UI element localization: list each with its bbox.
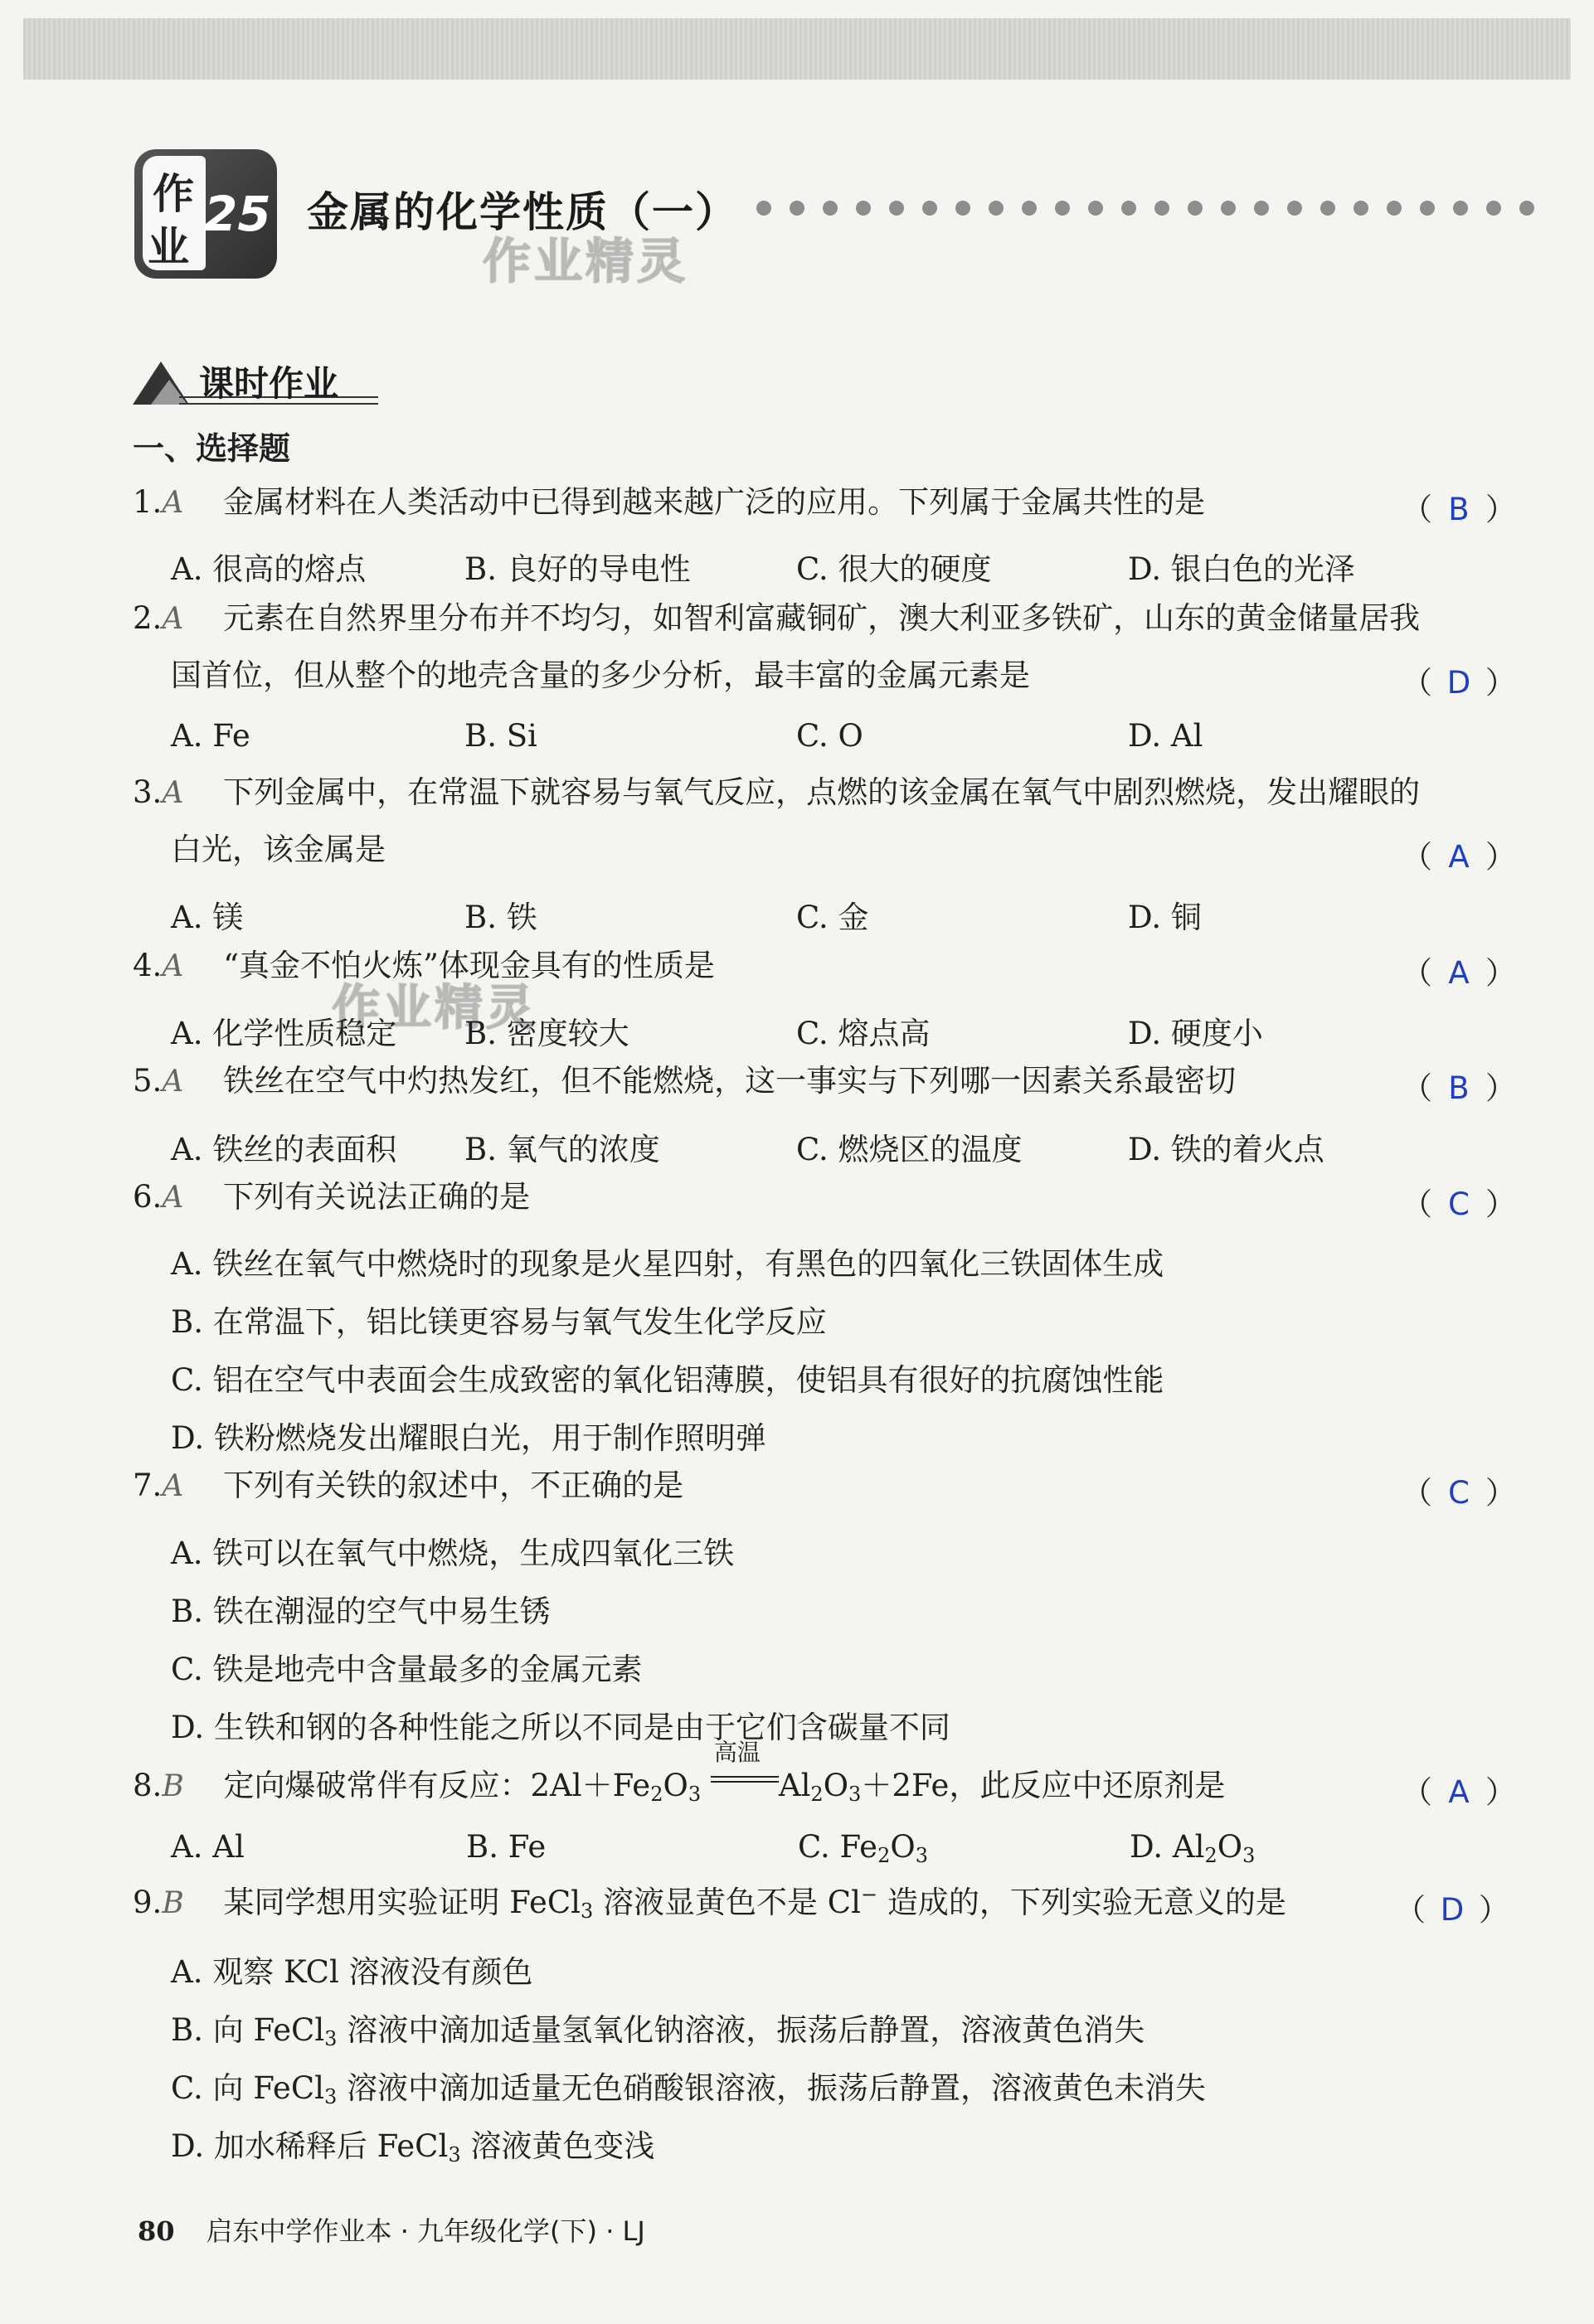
leader-dot — [889, 201, 904, 216]
answer-value: B — [1448, 492, 1470, 527]
option: A. 观察 KCl 溶液没有颜色 — [171, 1954, 533, 1990]
option: D. 加水稀释后 FeCl$_3$ 溶液黄色变浅 — [171, 2128, 655, 2166]
question-3 — [133, 774, 1421, 810]
option: A. 化学性质稳定 — [171, 1016, 397, 1051]
option: D. 铜 — [1128, 900, 1202, 935]
question-number: 8. — [133, 1768, 163, 1803]
difficulty-mark: A — [162, 1469, 184, 1503]
question-number: 5. — [133, 1063, 163, 1099]
difficulty-mark: A — [162, 949, 184, 983]
option: A. 铁丝的表面积 — [171, 1132, 397, 1167]
leader-dot — [1320, 201, 1335, 216]
option: D. 硬度小 — [1128, 1016, 1263, 1051]
question-number: 2. — [133, 600, 163, 636]
option: C. 很大的硬度 — [796, 551, 992, 587]
leader-dot — [1154, 201, 1169, 216]
answer-slot: （ C ） — [1402, 1475, 1516, 1511]
option: A. 铁可以在氧气中燃烧，生成四氧化三铁 — [171, 1536, 735, 1571]
option: B. 向 FeCl$_3$ 溶液中滴加适量氢氧化钠溶液，振荡后静置，溶液黄色消失 — [171, 2012, 1145, 2050]
difficulty-mark: A — [162, 776, 184, 810]
question-number: 3. — [133, 774, 163, 810]
option: C. 燃烧区的温度 — [796, 1132, 1023, 1167]
leader-dot — [1055, 201, 1070, 216]
leader-dot — [1420, 201, 1435, 216]
option: C. 铁是地壳中含量最多的金属元素 — [171, 1652, 643, 1687]
question-text-cont: 国首位，但从整个的地壳含量的多少分析，最丰富的金属元素是 — [171, 657, 1030, 693]
page-title: 金属的化学性质（一） — [307, 188, 738, 236]
leader-dot — [823, 201, 838, 216]
question-text: 定向爆破常伴有反应：$2Al+Fe_2O_3$ 高温 $Al_2O_3+2Fe$，此反应中还原剂是 — [223, 1739, 1226, 1806]
title-dot-leader — [756, 201, 1553, 216]
question-5 — [133, 1065, 1236, 1097]
question-8 — [133, 1739, 1226, 1806]
badge-top-char: 作 — [153, 170, 194, 218]
answer-value: C — [1448, 1475, 1470, 1511]
option: C. 熔点高 — [796, 1016, 931, 1051]
leader-dot — [1022, 201, 1037, 216]
leader-dot — [1387, 201, 1402, 216]
leader-dot — [1287, 201, 1302, 216]
leader-dot — [989, 201, 1004, 216]
book-title: 启东中学作业本 · 九年级化学(下) · LJ — [206, 2215, 645, 2247]
leader-dot — [856, 201, 871, 216]
question-text: 下列有关铁的叙述中，不正确的是 — [223, 1468, 684, 1503]
leader-dot — [1486, 201, 1501, 216]
question-4 — [133, 950, 715, 982]
difficulty-mark: B — [162, 1769, 184, 1803]
question-7 — [133, 1470, 683, 1502]
answer-slot: （ B ） — [1402, 1070, 1516, 1106]
answer-slot: （ B ） — [1402, 492, 1516, 527]
leader-dot — [1188, 201, 1203, 216]
difficulty-mark: A — [162, 602, 184, 636]
option: B. Fe — [466, 1829, 547, 1865]
option: A. Al — [171, 1829, 245, 1865]
option: D. 铁的着火点 — [1128, 1132, 1324, 1167]
badge-number: 25 — [204, 186, 271, 242]
leader-dot — [922, 201, 937, 216]
page-footer — [138, 2210, 645, 2249]
option: C. 金 — [796, 900, 869, 935]
option: D. 银白色的光泽 — [1128, 551, 1355, 587]
option: C. O — [796, 718, 863, 754]
option: A. 镁 — [171, 900, 244, 935]
option: B. 氧气的浓度 — [464, 1132, 660, 1167]
question-number: 6. — [133, 1179, 163, 1215]
option: C. 铝在空气中表面会生成致密的氧化铝薄膜，使铝具有很好的抗腐蚀性能 — [171, 1362, 1164, 1398]
question-number: 4. — [133, 948, 163, 983]
difficulty-mark: B — [162, 1886, 184, 1920]
section-label: 课时作业 — [199, 363, 339, 404]
option: C. $Fe_2O_3$ — [798, 1829, 928, 1867]
leader-dot — [1519, 201, 1534, 216]
watermark: 作业精灵 — [483, 233, 689, 289]
question-text: “真金不怕火炼”体现金具有的性质是 — [223, 948, 715, 983]
option: B. 铁在潮湿的空气中易生锈 — [171, 1594, 551, 1629]
question-1 — [133, 484, 1206, 520]
leader-dot — [756, 201, 771, 216]
answer-slot: （ A ） — [1402, 1774, 1516, 1810]
question-2 — [133, 600, 1421, 636]
answer-slot: （ C ） — [1402, 1186, 1516, 1222]
option: B. 在常温下，铝比镁更容易与氧气发生化学反应 — [171, 1304, 827, 1340]
question-number: 7. — [133, 1468, 163, 1503]
top-scan-band — [23, 18, 1571, 80]
option: B. 密度较大 — [464, 1016, 629, 1051]
answer-slot: （ A ） — [1402, 955, 1516, 991]
leader-dot — [1453, 201, 1468, 216]
option: D. 铁粉燃烧发出耀眼白光，用于制作照明弹 — [171, 1420, 766, 1456]
section-header — [133, 353, 378, 405]
difficulty-mark: A — [162, 1181, 184, 1215]
answer-value: D — [1446, 665, 1471, 701]
answer-value: A — [1448, 839, 1470, 875]
question-text: 铁丝在空气中灼热发红，但不能燃烧，这一事实与下列哪一因素关系最密切 — [223, 1063, 1237, 1099]
question-number: 1. — [133, 484, 163, 520]
answer-slot: （ D ） — [1395, 1892, 1509, 1928]
option: B. Si — [464, 718, 537, 754]
leader-dot — [1254, 201, 1269, 216]
question-9 — [133, 1883, 1286, 1923]
question-text: 下列金属中，在常温下就容易与氧气反应，点燃的该金属在氧气中剧烈燃烧，发出耀眼的 — [223, 774, 1421, 810]
answer-value: B — [1448, 1070, 1470, 1106]
question-text: 元素在自然界里分布并不均匀，如智利富藏铜矿，澳大利亚多铁矿，山东的黄金储量居我 — [223, 600, 1421, 636]
difficulty-mark: A — [162, 1065, 184, 1099]
leader-dot — [1353, 201, 1368, 216]
answer-value: C — [1448, 1186, 1470, 1222]
question-text: 金属材料在人类活动中已得到越来越广泛的应用。下列属于金属共性的是 — [223, 484, 1206, 520]
answer-value: A — [1448, 955, 1470, 991]
question-text: 下列有关说法正确的是 — [223, 1179, 531, 1215]
option: A. Fe — [171, 718, 250, 754]
question-number: 9. — [133, 1885, 163, 1920]
answer-slot: （ A ） — [1402, 839, 1516, 875]
option: D. $Al_2O_3$ — [1130, 1829, 1256, 1867]
option: D. Al — [1128, 718, 1203, 754]
question-text-cont: 白光，该金属是 — [171, 832, 386, 867]
option: A. 铁丝在氧气中燃烧时的现象是火星四射，有黑色的四氧化三铁固体生成 — [171, 1246, 1164, 1282]
watermark: 作业精灵 — [332, 979, 538, 1036]
option: A. 很高的熔点 — [171, 551, 367, 587]
option: B. 铁 — [464, 900, 537, 935]
badge-bottom-char: 业 — [148, 223, 189, 271]
page-number: 80 — [138, 2215, 175, 2247]
question-text: 某同学想用实验证明 FeCl$_3$ 溶液显黄色不是 Cl− 造成的，下列实验无意义的是 — [223, 1883, 1286, 1923]
option: B. 良好的导电性 — [464, 551, 691, 587]
difficulty-mark: A — [162, 486, 184, 520]
leader-dot — [955, 201, 970, 216]
part-heading: 一、选择题 — [133, 430, 291, 467]
leader-dot — [1088, 201, 1103, 216]
option: C. 向 FeCl$_3$ 溶液中滴加适量无色硝酸银溶液，振荡后静置，溶液黄色未消失 — [171, 2070, 1207, 2108]
question-6 — [133, 1181, 530, 1213]
leader-dot — [790, 201, 804, 216]
answer-value: A — [1448, 1774, 1470, 1810]
assignment-badge — [134, 149, 277, 279]
option: D. 生铁和钢的各种性能之所以不同是由于它们含碳量不同 — [171, 1710, 950, 1745]
leader-dot — [1121, 201, 1136, 216]
leader-dot — [1221, 201, 1236, 216]
answer-value: D — [1440, 1892, 1465, 1928]
reaction-condition-sign: 高温 — [711, 1769, 779, 1794]
answer-slot: （ D ） — [1402, 665, 1516, 701]
